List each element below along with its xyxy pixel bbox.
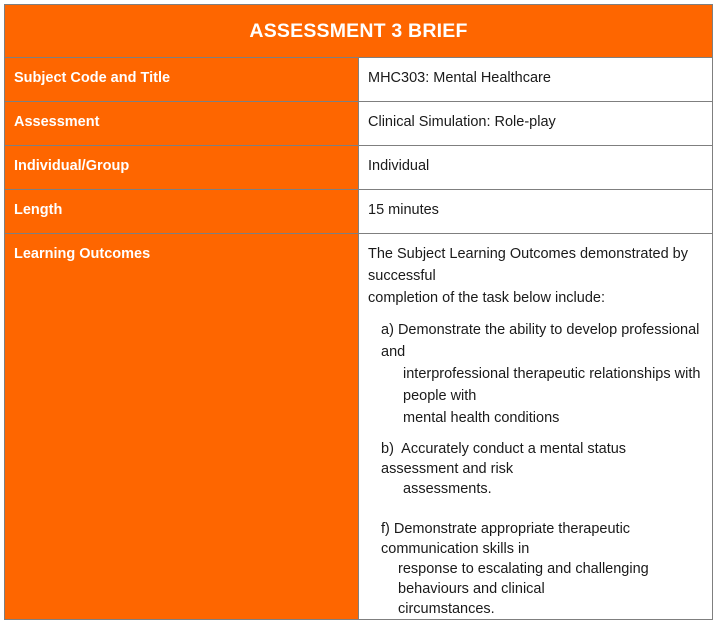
- outcome-b-line-1: Accurately conduct a mental status assessment and risk: [381, 441, 627, 477]
- outcome-f-line-2: response to escalating and challenging behaviours and clinical: [398, 561, 649, 597]
- length-value: 15 minutes: [359, 190, 713, 234]
- outcomes-list: [381, 319, 702, 619]
- subject-code-label: Subject Code and Title: [5, 58, 359, 102]
- individual-group-label: Individual/Group: [5, 146, 359, 190]
- outcome-a-line-1: Demonstrate the ability to develop professional and: [381, 322, 700, 360]
- outcome-f: [381, 519, 702, 619]
- learning-outcomes-label: Learning Outcomes: [5, 234, 359, 620]
- outcome-f-line-3: circumstances.: [398, 601, 495, 617]
- outcome-f-line-1: Demonstrate appropriate therapeutic communication skills in: [381, 521, 631, 557]
- intro-line-1: The Subject Learning Outcomes demonstrated by successful: [368, 246, 688, 284]
- brief-title: ASSESSMENT 3 BRIEF: [5, 5, 713, 58]
- outcome-b-line-2: assessments.: [403, 481, 492, 497]
- assessment-value: Clinical Simulation: Role-play: [359, 102, 713, 146]
- intro-line-2: completion of the task below include:: [368, 290, 605, 306]
- length-label: Length: [5, 190, 359, 234]
- outcome-a-line-2: interprofessional therapeutic relationships with people with: [403, 366, 701, 404]
- learning-outcomes-content: [359, 234, 713, 620]
- learning-outcomes-intro: [368, 243, 702, 309]
- outcome-b-marker: b): [381, 441, 394, 457]
- outcome-a: [381, 319, 702, 429]
- outcome-f-marker: f): [381, 521, 390, 537]
- outcome-b: [381, 439, 702, 499]
- individual-group-value: Individual: [359, 146, 713, 190]
- subject-code-value: MHC303: Mental Healthcare: [359, 58, 713, 102]
- outcome-a-line-3: mental health conditions: [403, 410, 560, 426]
- assessment-label: Assessment: [5, 102, 359, 146]
- outcome-a-marker: a): [381, 322, 394, 338]
- assessment-brief-table: [4, 4, 713, 620]
